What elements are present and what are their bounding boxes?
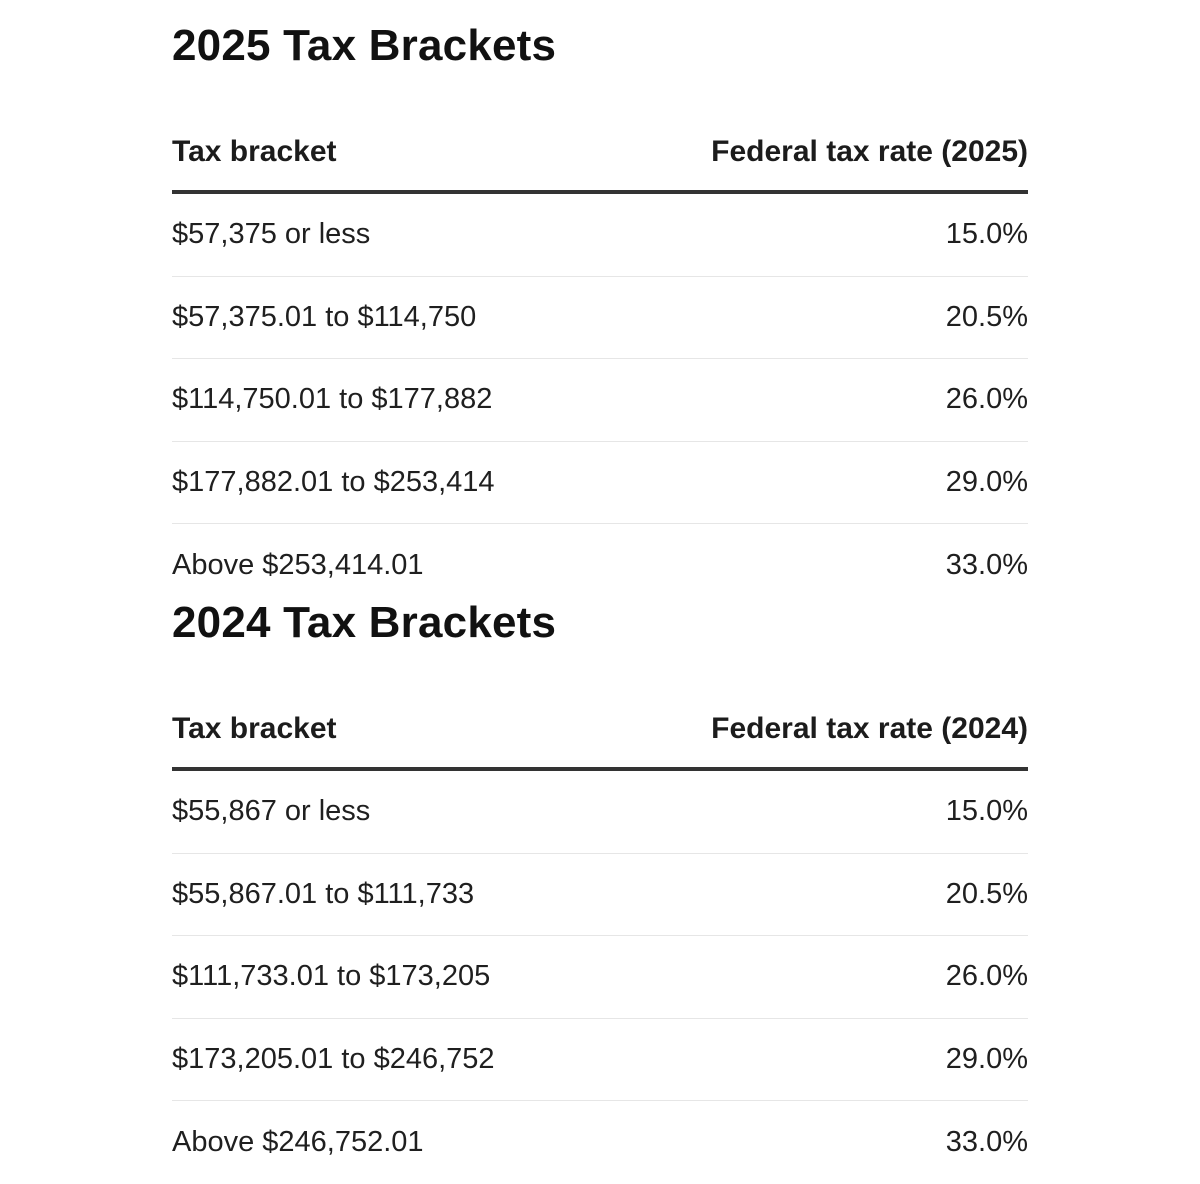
- column-header-federal-tax-rate: Federal tax rate (2024): [711, 712, 1028, 745]
- table-body: [172, 194, 1028, 607]
- rate-cell: 15.0%: [945, 795, 1028, 828]
- bracket-cell: $55,867 or less: [172, 795, 371, 828]
- table-row: [172, 442, 1028, 525]
- table-header: [172, 114, 1028, 194]
- table-body: [172, 771, 1028, 1184]
- bracket-cell: $114,750.01 to $177,882: [172, 383, 493, 416]
- column-header-tax-bracket: Tax bracket: [172, 135, 337, 168]
- bracket-cell: $177,882.01 to $253,414: [172, 465, 495, 498]
- tax-brackets-2025-section: [172, 18, 1028, 581]
- table-row: [172, 277, 1028, 360]
- tax-brackets-2024-section: [172, 595, 1028, 1158]
- bracket-cell: Above $246,752.01: [172, 1125, 424, 1158]
- table-row: [172, 1101, 1028, 1184]
- table-row: [172, 1019, 1028, 1102]
- bracket-cell: $111,733.01 to $173,205: [172, 960, 491, 993]
- column-header-tax-bracket: Tax bracket: [172, 712, 337, 745]
- rate-cell: 29.0%: [945, 1042, 1028, 1075]
- bracket-cell: $173,205.01 to $246,752: [172, 1042, 495, 1075]
- tax-table-2024: [172, 691, 1028, 1184]
- tax-table-2025: [172, 114, 1028, 607]
- bracket-cell: Above $253,414.01: [172, 548, 424, 581]
- table-row: [172, 854, 1028, 937]
- rate-cell: 20.5%: [945, 877, 1028, 910]
- rate-cell: 33.0%: [945, 548, 1028, 581]
- table-row: [172, 936, 1028, 1019]
- table-row: [172, 194, 1028, 277]
- table-row: [172, 359, 1028, 442]
- bracket-cell: $57,375.01 to $114,750: [172, 300, 477, 333]
- table-row: [172, 771, 1028, 854]
- rate-cell: 26.0%: [945, 383, 1028, 416]
- rate-cell: 26.0%: [945, 960, 1028, 993]
- rate-cell: 15.0%: [945, 218, 1028, 251]
- section-title: 2025 Tax Brackets: [172, 21, 557, 70]
- bracket-cell: $57,375 or less: [172, 218, 371, 251]
- rate-cell: 20.5%: [945, 300, 1028, 333]
- bracket-cell: $55,867.01 to $111,733: [172, 877, 475, 910]
- section-title: 2024 Tax Brackets: [172, 598, 557, 647]
- column-header-federal-tax-rate: Federal tax rate (2025): [711, 135, 1028, 168]
- rate-cell: 33.0%: [945, 1125, 1028, 1158]
- rate-cell: 29.0%: [945, 465, 1028, 498]
- table-header: [172, 691, 1028, 771]
